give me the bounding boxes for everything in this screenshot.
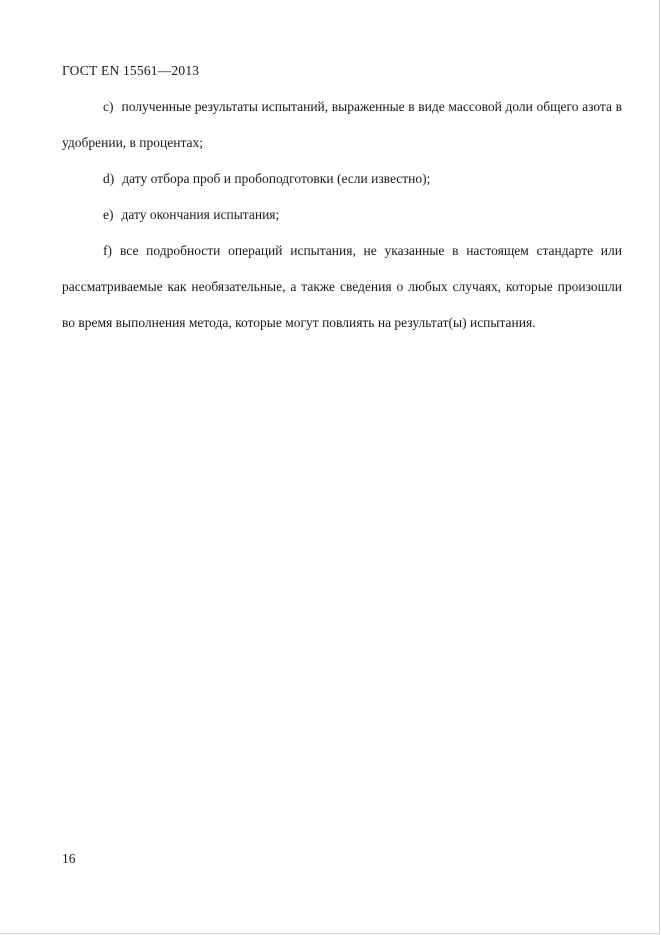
document-header: ГОСТ EN 15561—2013	[62, 63, 200, 78]
page-number: 16	[62, 851, 76, 866]
list-text-c: полученные результаты испытаний, выраженные в виде массовой доли общего азота в удобрении, в процентах;	[62, 99, 622, 150]
list-marker-e: e)	[103, 207, 114, 222]
list-marker-c: c)	[103, 99, 114, 114]
list-marker-f: f)	[103, 243, 112, 258]
list-text-d: дату отбора проб и пробоподготовки (если известно);	[122, 171, 431, 186]
list-text-e: дату окончания испытания;	[121, 207, 280, 222]
list-item-f	[62, 233, 622, 341]
document-body	[62, 89, 622, 341]
list-item-d	[62, 161, 622, 197]
list-item-e	[62, 197, 622, 233]
list-item-c	[62, 89, 622, 161]
list-marker-d: d)	[103, 171, 115, 186]
list-text-f: все подробности операций испытания, не указанные в настоящем стандарте или рассматриваемые как необязательные, а также сведения о любых случаях, которые произошли во время выполнения метода, которые могут повлиять на результат(ы) испытания.	[62, 243, 622, 330]
